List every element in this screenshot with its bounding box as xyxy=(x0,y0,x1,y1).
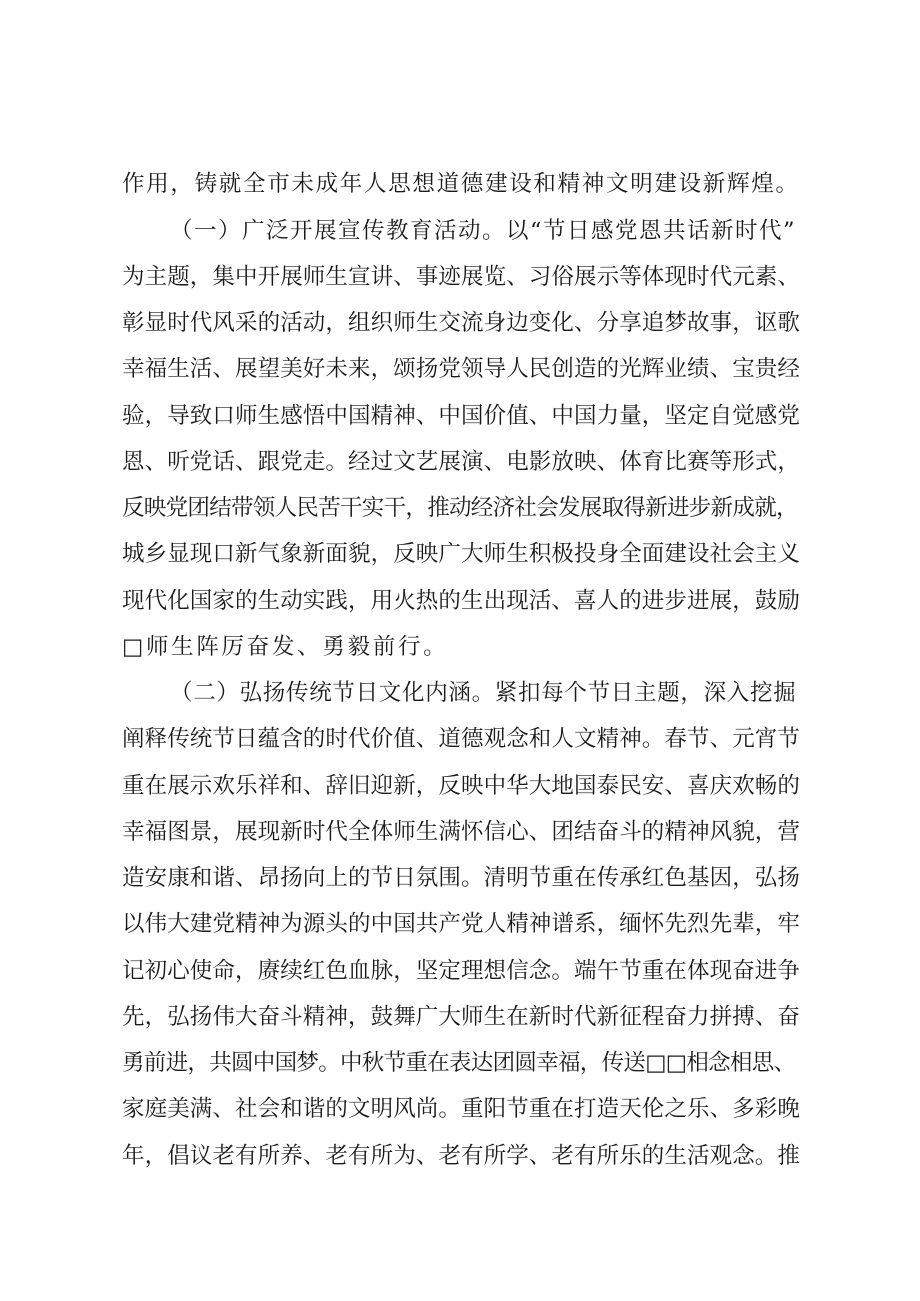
text-line: 先，弘扬伟大奋斗精神，鼓舞广大师生在新时代新征程奋力拼搏、奋 xyxy=(122,1004,801,1030)
text-line: 反映党团结带领人民苦干实干，推动经济社会发展取得新进步新成就， xyxy=(122,495,798,521)
paragraph-heading-line: （一）广泛开展宣传教育活动。以“节日感党恩共话新时代” xyxy=(170,218,797,244)
text-line: 幸福生活、展望美好未来，颂扬党领导人民创造的光辉业绩、宝贵经 xyxy=(122,356,801,382)
text-line: 记初心使命，赓续红色血脉，坚定理想信念。端午节重在体现奋进争 xyxy=(122,958,801,984)
text-line: 恩、听党话、跟党走。经过文艺展演、电影放映、体育比赛等形式， xyxy=(122,449,801,475)
text-line: 幸福图景，展现新时代全体师生满怀信心、团结奋斗的精神风貌，营 xyxy=(122,819,801,845)
paragraph-heading-line: （二）弘扬传统节日文化内涵。紧扣每个节日主题，深入挖掘 xyxy=(170,680,797,706)
text-line: 彰显时代风采的活动，组织师生交流身边变化、分享追梦故事，讴歌 xyxy=(122,310,801,336)
text-line: 为主题，集中开展师生宣讲、事迹展览、习俗展示等体现时代元素、 xyxy=(122,264,801,290)
text-line: 阐释传统节日蕴含的时代价值、道德观念和人文精神。春节、元宵节 xyxy=(122,726,801,752)
text-line: 造安康和谐、昂扬向上的节日氛围。清明节重在传承红色基因，弘扬 xyxy=(122,865,801,891)
text-line: 年，倡议老有所养、老有所为、老有所学、老有所乐的生活观念。推 xyxy=(122,1143,801,1169)
text-line: 城乡显现口新气象新面貌，反映广大师生积极投身全面建设社会主义 xyxy=(122,541,801,567)
text-line: 现代化国家的生动实践，用火热的生出现活、喜人的进步进展，鼓励 xyxy=(122,588,801,614)
text-line: 家庭美满、社会和谐的文明风尚。重阳节重在打造天伦之乐、多彩晚 xyxy=(122,1096,801,1122)
text-line: 重在展示欢乐祥和、辞旧迎新，反映中华大地国泰民安、喜庆欢畅的 xyxy=(122,773,801,799)
text-line: 以伟大建党精神为源头的中国共产党人精神谱系，缅怀先烈先辈，牢 xyxy=(122,911,801,937)
text-line: 勇前进，共圆中国梦。中秋节重在表达团圆幸福，传送□□相念相思、 xyxy=(122,1050,796,1076)
text-line: □师生阵厉奋发、勇毅前行。 xyxy=(122,634,449,660)
text-line: 作用，铸就全市未成年人思想道德建设和精神文明建设新辉煌。 xyxy=(122,171,800,197)
text-line: 验，导致口师生感悟中国精神、中国价值、中国力量，坚定自觉感党 xyxy=(122,403,801,429)
